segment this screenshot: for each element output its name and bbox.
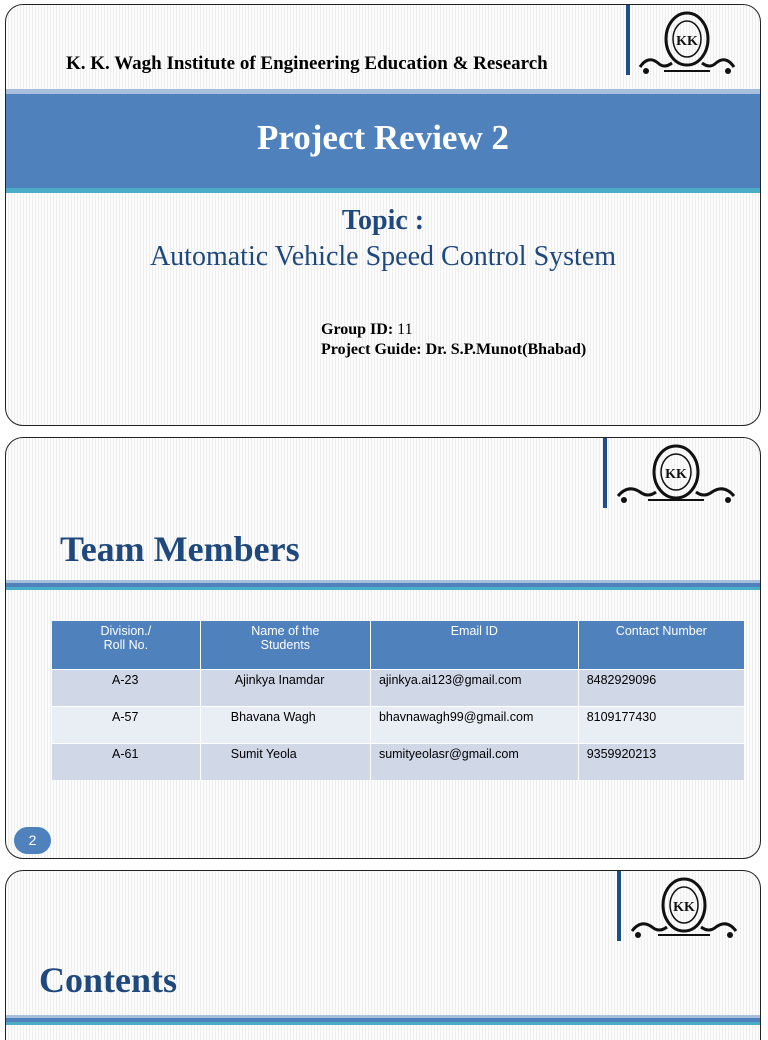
topic-value: Automatic Vehicle Speed Control System: [149, 241, 617, 272]
slide-contents: [5, 870, 761, 1040]
page-number-badge: 2: [14, 827, 51, 854]
slide-title: [5, 4, 761, 426]
section-title: Contents: [39, 960, 178, 1000]
guide-value: Dr. S.P.Munot(Bhabad): [425, 341, 587, 358]
column-header: Email ID: [370, 621, 578, 670]
group-id-value: 11: [397, 321, 413, 338]
institute-logo-icon: [634, 9, 740, 75]
table-row: [52, 744, 744, 781]
table-row: [52, 707, 744, 744]
table-row: [52, 670, 744, 707]
name-cell: Bhavana Wagh: [200, 707, 370, 744]
roll-cell: A-57: [52, 707, 200, 744]
column-header: Division./ Roll No.: [52, 621, 200, 670]
topic-label: Topic :: [341, 205, 425, 236]
email-cell: ajinkya.ai123@gmail.com: [370, 670, 578, 707]
project-meta: [321, 320, 586, 360]
email-cell: bhavnawagh99@gmail.com: [370, 707, 578, 744]
email-cell: sumityeolasr@gmail.com: [370, 744, 578, 781]
group-id-label: Group ID:: [321, 321, 394, 338]
section-title: Team Members: [60, 529, 300, 569]
contact-cell: 8109177430: [578, 707, 744, 744]
svg-text:KK: KK: [676, 34, 698, 49]
slide-team-members: [5, 437, 761, 859]
contact-cell: 8482929096: [578, 670, 744, 707]
institute-logo-icon: [612, 442, 740, 506]
institute-name: K. K. Wagh Institute of Engineering Education & Research: [66, 53, 548, 74]
table-header-row: [52, 621, 744, 670]
logo-divider: [617, 871, 621, 941]
name-cell: Ajinkya Inamdar: [200, 670, 370, 707]
svg-text:KK: KK: [673, 900, 695, 915]
column-header: Name of the Students: [200, 621, 370, 670]
guide-label: Project Guide:: [321, 341, 422, 358]
roll-cell: A-23: [52, 670, 200, 707]
column-header: Contact Number: [578, 621, 744, 670]
svg-text:KK: KK: [665, 467, 687, 482]
contact-cell: 9359920213: [578, 744, 744, 781]
roll-cell: A-61: [52, 744, 200, 781]
name-cell: Sumit Yeola: [200, 744, 370, 781]
logo-divider: [603, 438, 607, 508]
title-band: [6, 89, 760, 193]
institute-logo-icon: [626, 875, 742, 939]
team-table: [52, 621, 744, 780]
slide-title-text: Project Review 2: [256, 118, 509, 157]
logo-divider: [626, 5, 630, 75]
section-rule: [6, 580, 760, 590]
